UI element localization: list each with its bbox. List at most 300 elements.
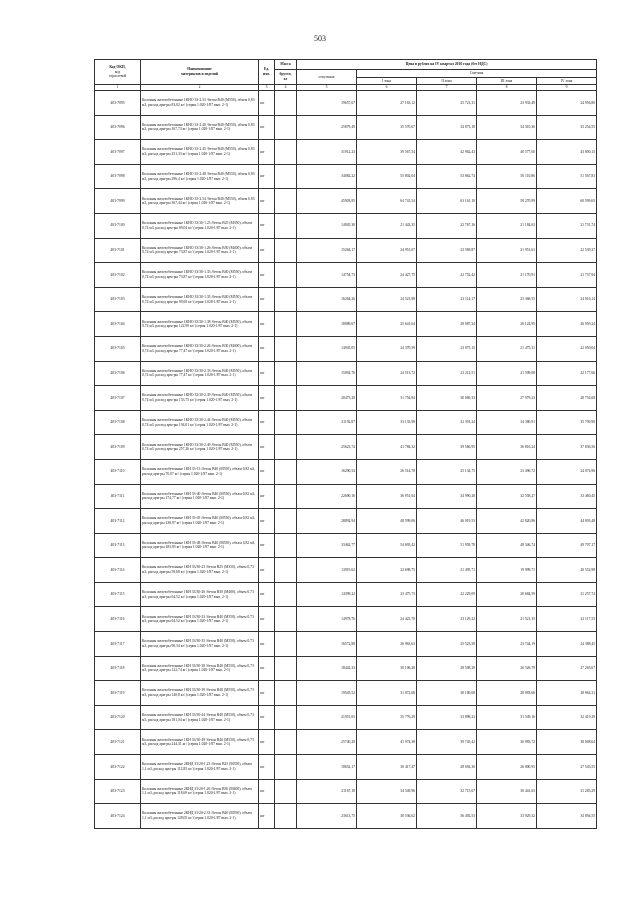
row-name: Колонны железобетонные 1КН 33/30-49 /бетон В40 (М550), объем 0,73 м3, расход арм-ры 244,31 кг/ (серия 1.020-1/87 вып. 2-1) (141, 730, 259, 755)
row-mass (275, 410, 297, 435)
row-zone1-price: 48 599,06 (357, 509, 417, 534)
row-zone3-price: 19 999,71 (477, 558, 537, 583)
row-zone3-price: 50 110,86 (477, 164, 537, 189)
row-mass (275, 164, 297, 189)
table-row (95, 484, 597, 509)
row-mass (275, 705, 297, 730)
row-release-price: 16572,88 (297, 632, 357, 657)
row-mass (275, 656, 297, 681)
table-row (95, 509, 597, 534)
row-zone4-price: 22 050,04 (537, 336, 597, 361)
row-release-price: 25623,74 (297, 435, 357, 460)
row-unit: шт (259, 336, 275, 361)
header-zone: III зона (477, 78, 537, 85)
row-zone1-price: 24 521,98 (357, 287, 417, 312)
row-mass (275, 312, 297, 337)
row-code: 403-7095 (95, 91, 141, 116)
row-zone2-price: 63 161,10 (417, 189, 477, 214)
row-mass (275, 779, 297, 804)
row-zone3-price: 21 475,31 (477, 336, 537, 361)
header-estimate: Сметная (357, 70, 597, 78)
table-row (95, 361, 597, 386)
row-release-price: 19657,67 (297, 91, 357, 116)
header-release: отпускная (297, 70, 357, 85)
row-mass (275, 435, 297, 460)
page-number: 503 (314, 34, 326, 43)
row-zone1-price: 31 754,84 (357, 386, 417, 411)
row-unit: шт (259, 238, 275, 263)
header-mass-sub: брутто, кг (275, 70, 297, 85)
row-unit: шт (259, 435, 275, 460)
row-zone1-price: 38 536,62 (357, 804, 417, 829)
row-mass (275, 533, 297, 558)
header-zone: IV зона (537, 78, 597, 85)
row-unit: шт (259, 312, 275, 337)
row-zone1-price: 24 370,59 (357, 336, 417, 361)
row-release-price: 22690,16 (297, 484, 357, 509)
row-unit: шт (259, 484, 275, 509)
row-unit: шт (259, 459, 275, 484)
row-mass (275, 263, 297, 288)
row-unit: шт (259, 533, 275, 558)
row-name: Колонны железобетонные 1КНО 33-2.45 /бетон В40 (М550), объем 0,83 м3, расход арм-ры 251,33 кг/ (серия 1.020-1/87 вып. 2-1) (141, 140, 259, 165)
row-zone1-price: 54 693,42 (357, 533, 417, 558)
row-name: Колонны железобетонные 1КН 33/30-39 /бетон В40 (М550), объем 0,73 м3, расход арм-ры 140,8 кг/ (серия 1.020-1/87 вып. 2-1) (141, 681, 259, 706)
row-zone1-price: 55 802,04 (357, 164, 417, 189)
row-zone2-price: 25 721,31 (417, 91, 477, 116)
row-code: 403-7112 (95, 509, 141, 534)
row-mass (275, 459, 297, 484)
row-zone3-price: 23 496,72 (477, 459, 537, 484)
row-unit: шт (259, 213, 275, 238)
row-code: 403-7114 (95, 558, 141, 583)
row-name: Колонны железобетонные 1КНО 33/30-2.49 /бетон В40 (М550), объем 0,74 м3, расход арм-ры 257,26 кг/ (серия 1.020-1/87 вып. 2-1) (141, 435, 259, 460)
table-row (95, 164, 597, 189)
row-unit: шт (259, 509, 275, 534)
row-name: Колонны железобетонные 1КН 33-40 /бетон В40 (М550), объем 0,82 м3, расход арм-ры 174,77 кг/ (серия 1.020-1/87 вып. 2-1) (141, 484, 259, 509)
row-name: Колонны железобетонные 1КН 33/30-35 /бетон В40 (М550), объем 0,73 м3, расход арм-ры 90,34 кг/ (серия 1.020-1/87 вып. 2-1) (141, 632, 259, 657)
row-release-price: 25740,29 (297, 730, 357, 755)
row-zone3-price: 23 368,55 (477, 287, 537, 312)
row-zone4-price: 26 959,24 (537, 312, 597, 337)
header-row (95, 60, 597, 70)
row-zone4-price: 27 265,67 (537, 656, 597, 681)
header-zone: I зона (357, 78, 417, 85)
row-name: Колонны железобетонные 1КНО 33/30-2.26 /бетон В30 (М400), объем 0,74 м3, расход арм-ры 77,47 кг/ (серия 1.020-1/87 вып. 2-1) (141, 336, 259, 361)
row-name: Колонны железобетонные 2КНД 33/20-1.26 /бетон В30 (М400), объем 1,1 м3, расход арм-ры 118,69 кг/ (серия 1.020-1/87 вып. 2-1) (141, 779, 259, 804)
row-zone2-price: 39 745,42 (417, 730, 477, 755)
row-zone1-price: 41 784,32 (357, 435, 417, 460)
row-release-price: 23613,75 (297, 804, 357, 829)
row-zone3-price: 21 521,35 (477, 607, 537, 632)
row-zone4-price: 60 599,65 (537, 189, 597, 214)
row-zone1-price: 27 163,12 (357, 91, 417, 116)
row-name: Колонны железобетонные 1КНО 33-2.48 /бетон В40 (М550), объем 0,83 м3, расход арм-ры 296,4 кг/ (серия 1.020-1/87 вып. 2-1) (141, 164, 259, 189)
row-code: 403-7116 (95, 607, 141, 632)
column-number: 4 (275, 85, 297, 91)
row-zone4-price: 51 567,83 (537, 164, 597, 189)
row-name: Колонны железобетонные 1КНО 33/30-1.35 /бетон В40 (М550), объем 0,74 м3, расход арм-ры 99,69 кг/ (серия 1.020-1/87 вып. 2-1) (141, 287, 259, 312)
row-zone2-price: 33 898,23 (417, 705, 477, 730)
row-name: Колонны железобетонные 1КН 33/30-23 /бетон В25 (М350), объем 0,73 м3, расход арм-ры 59,68 кг/ (серия 1.020-1/87 вып. 2-1) (141, 558, 259, 583)
row-name: Колонны железобетонные 1КН 33-48 /бетон В40 (М550), объем 0,82 м3, расход арм-ры 283,85 кг/ (серия 1.020-1/87 вып. 2-1) (141, 533, 259, 558)
row-zone4-price: 31 283,29 (537, 779, 597, 804)
row-zone1-price: 35 570,67 (357, 115, 417, 140)
row-release-price: 18652,17 (297, 755, 357, 780)
row-zone4-price: 20 552,98 (537, 558, 597, 583)
row-code: 403-7113 (95, 533, 141, 558)
header-name: Наименование материалов и изделий (141, 60, 259, 85)
row-code: 403-7097 (95, 140, 141, 165)
row-release-price: 14399,22 (297, 582, 357, 607)
table-row (95, 582, 597, 607)
row-zone2-price: 30 069,33 (417, 386, 477, 411)
table-row (95, 312, 597, 337)
row-zone4-price: 24 016,14 (537, 287, 597, 312)
row-zone2-price: 30 180,68 (417, 681, 477, 706)
row-zone4-price: 24 074,96 (537, 459, 597, 484)
row-release-price: 15264,17 (297, 238, 357, 263)
table-row (95, 730, 597, 755)
row-mass (275, 755, 297, 780)
row-zone3-price: 23 933,49 (477, 91, 537, 116)
row-zone1-price: 36 951,64 (357, 484, 417, 509)
row-zone1-price: 35 776,29 (357, 705, 417, 730)
row-unit: шт (259, 91, 275, 116)
row-zone2-price: 32 391,24 (417, 410, 477, 435)
row-zone2-price: 28 087,34 (417, 312, 477, 337)
row-release-price: 16264,26 (297, 287, 357, 312)
row-unit: шт (259, 558, 275, 583)
row-release-price: 14978,76 (297, 607, 357, 632)
row-zone3-price: 30 441,63 (477, 779, 537, 804)
row-name: Колонны железобетонные 1КНО 33-2.33 /бетон В40 (М550), объем 0,83 м3, расход арм-ры 83,02 кг/ (серия 1.020-1/87 вып. 2-1) (141, 91, 259, 116)
row-zone1-price: 31 872,68 (357, 681, 417, 706)
row-code: 403-7121 (95, 730, 141, 755)
row-release-price: 21192,87 (297, 410, 357, 435)
row-zone1-price: 24 427,75 (357, 263, 417, 288)
row-name: Колонны железобетонные 1КНО 33/30-2.33 /бетон В40 (М550), объем 0,74 м3, расход арм-ры 77,47 кг/ (серия 1.020-1/87 вып. 2-1) (141, 361, 259, 386)
row-zone2-price: 46 019,53 (417, 509, 477, 534)
row-release-price: 28892,94 (297, 509, 357, 534)
row-release-price: 31912,23 (297, 140, 357, 165)
row-zone1-price: 26 963,63 (357, 632, 417, 657)
row-unit: шт (259, 755, 275, 780)
table-row (95, 435, 597, 460)
row-release-price: 20473,29 (297, 386, 357, 411)
row-mass (275, 140, 297, 165)
row-zone1-price: 23 475,73 (357, 582, 417, 607)
row-name: Колонны железобетонные 1КН 33/30-38 /бетон В40 (М550), объем 0,73 м3, расход арм-ры 122,74 кг/ (серия 1.020-1/87 вып. 2-1) (141, 656, 259, 681)
row-unit: шт (259, 361, 275, 386)
row-unit: шт (259, 164, 275, 189)
row-code: 403-7104 (95, 312, 141, 337)
row-zone3-price: 28 083,66 (477, 681, 537, 706)
row-zone4-price: 34 894,55 (537, 804, 597, 829)
table-row (95, 755, 597, 780)
table-row (95, 238, 597, 263)
table-row (95, 533, 597, 558)
row-zone1-price: 41 974,38 (357, 730, 417, 755)
row-release-price: 18089,67 (297, 312, 357, 337)
header-price-title: Цена в рублях на IV квартал 2016 года (без НДС) (297, 60, 597, 70)
row-code: 403-7110 (95, 459, 141, 484)
row-release-price: 45903,95 (297, 189, 357, 214)
row-release-price: 19545,52 (297, 681, 357, 706)
row-unit: шт (259, 804, 275, 829)
table-row (95, 386, 597, 411)
row-unit: шт (259, 263, 275, 288)
row-name: Колонны железобетонные 1КН 33/30-33 /бетон В40 (М550), объем 0,73 м3, расход арм-ры 64,52 кг/ (серия 1.020-1/87 вып. 2-1) (141, 607, 259, 632)
header-code: Код ОКП, код отраслевой (95, 60, 141, 85)
table-row (95, 779, 597, 804)
row-release-price: 21951,65 (297, 705, 357, 730)
row-code: 403-7109 (95, 435, 141, 460)
row-code: 403-7098 (95, 164, 141, 189)
row-mass (275, 730, 297, 755)
row-mass (275, 509, 297, 534)
column-number: 1 (95, 85, 141, 91)
row-zone2-price: 23 569,87 (417, 238, 477, 263)
row-zone2-price: 28 692,30 (417, 755, 477, 780)
row-mass (275, 632, 297, 657)
row-zone3-price: 26 124,95 (477, 312, 537, 337)
row-code: 403-7115 (95, 582, 141, 607)
row-zone3-price: 40 577,60 (477, 140, 537, 165)
row-zone2-price: 51 959,78 (417, 533, 477, 558)
row-unit: шт (259, 582, 275, 607)
row-code: 403-7103 (95, 287, 141, 312)
row-name: Колонны железобетонные 2КНД 33/20-1.23 /бетон В25 (М350), объем 1,1 м3, расход арм-ры 112,85 кг/ (серия 1.020-1/87 вып. 2-1) (141, 755, 259, 780)
row-zone4-price: 33 460,45 (537, 484, 597, 509)
row-unit: шт (259, 115, 275, 140)
row-zone3-price: 34 310,36 (477, 115, 537, 140)
table-row (95, 263, 597, 288)
header-zone: II зона (417, 78, 477, 85)
row-zone4-price: 27 543,55 (537, 755, 597, 780)
header-mass: Масса (275, 60, 297, 70)
row-zone2-price: 39 566,95 (417, 435, 477, 460)
row-code: 403-7123 (95, 779, 141, 804)
row-zone2-price: 22 229,09 (417, 582, 477, 607)
row-mass (275, 484, 297, 509)
row-zone1-price: 22 698,75 (357, 558, 417, 583)
row-name: Колонны железобетонные 1КНО 33/30-1.23 /бетон В25 (М350), объем 0,74 м3, расход арм-ры 69,04 кг/ (серия 1.020-1/87 вып. 2-1) (141, 213, 259, 238)
row-zone2-price: 34 990,28 (417, 484, 477, 509)
row-mass (275, 238, 297, 263)
row-zone2-price: 28 508,29 (417, 656, 477, 681)
row-zone2-price: 23 075,15 (417, 336, 477, 361)
table-row (95, 140, 597, 165)
row-zone1-price: 24 951,07 (357, 238, 417, 263)
row-mass (275, 336, 297, 361)
row-release-price: 14945,05 (297, 336, 357, 361)
table-row (95, 656, 597, 681)
header-unit: Ед. изм. (259, 60, 275, 85)
row-name: Колонны железобетонные 1КН 33-45 /бетон В40 (М550), объем 0,82 м3, расход арм-ры 238,97 кг/ (серия 1.020-1/87 вып. 2-1) (141, 509, 259, 534)
row-unit: шт (259, 632, 275, 657)
row-unit: шт (259, 730, 275, 755)
row-zone1-price: 64 741,54 (357, 189, 417, 214)
row-zone3-price: 36 816,24 (477, 435, 537, 460)
row-zone3-price: 32 558,27 (477, 484, 537, 509)
row-release-price: 15092,76 (297, 361, 357, 386)
row-zone2-price: 23 212,51 (417, 361, 477, 386)
row-zone3-price: 34 380,91 (477, 410, 537, 435)
column-number: 7 (417, 85, 477, 91)
row-zone1-price: 24 423,70 (357, 607, 417, 632)
row-zone4-price: 22 117,55 (537, 607, 597, 632)
row-release-price: 14945,30 (297, 213, 357, 238)
row-zone4-price: 35 254,55 (537, 115, 597, 140)
row-mass (275, 287, 297, 312)
row-zone2-price: 23 129,22 (417, 607, 477, 632)
row-zone1-price: 24 513,72 (357, 361, 417, 386)
row-zone3-price: 26 800,95 (477, 755, 537, 780)
table-row (95, 213, 597, 238)
table-row (95, 705, 597, 730)
row-code: 403-7096 (95, 115, 141, 140)
row-zone4-price: 21 257,74 (537, 582, 597, 607)
row-zone4-price: 28 754,68 (537, 386, 597, 411)
column-number: 5 (297, 85, 357, 91)
row-name: Колонны железобетонные 1КНО 33/30-1.26 /бетон В30 (М400), объем 0,74 м3, расход арм-ры 73,87 кг/ (серия 1.020-1/87 вып. 2-1) (141, 238, 259, 263)
row-name: Колонны железобетонные 1КНО 33-2.40 /бетон В40 (М550), объем 0,83 м3, расход арм-ры 167,73 кг/ (серия 1.020-1/87 вып. 2-1) (141, 115, 259, 140)
row-zone3-price: 21 184,63 (477, 213, 537, 238)
row-zone2-price: 32 715,67 (417, 779, 477, 804)
row-release-price: 34082,22 (297, 164, 357, 189)
row-zone1-price: 39 567,54 (357, 140, 417, 165)
row-unit: шт (259, 656, 275, 681)
row-zone3-price: 20 684,59 (477, 582, 537, 607)
row-zone4-price: 22 539,37 (537, 238, 597, 263)
row-release-price: 21167,18 (297, 779, 357, 804)
row-mass (275, 558, 297, 583)
table-row (95, 287, 597, 312)
row-mass (275, 607, 297, 632)
row-code: 403-7105 (95, 336, 141, 361)
row-unit: шт (259, 189, 275, 214)
row-zone2-price: 22 752,42 (417, 263, 477, 288)
row-unit: шт (259, 140, 275, 165)
row-zone1-price: 34 549,96 (357, 779, 417, 804)
row-code: 403-7107 (95, 386, 141, 411)
row-zone4-price: 49 707,17 (537, 533, 597, 558)
table-row (95, 115, 597, 140)
row-unit: шт (259, 607, 275, 632)
table-row (95, 607, 597, 632)
row-name: Колонны железобетонные 1КНО 33/30-1.33 /бетон В40 (М550), объем 0,74 м3, расход арм-ры 73,87 кг/ (серия 1.020-1/87 вып. 2-1) (141, 263, 259, 288)
row-zone3-price: 58 270,99 (477, 189, 537, 214)
row-zone2-price: 21 495,71 (417, 558, 477, 583)
row-zone3-price: 21 599,08 (477, 361, 537, 386)
row-zone2-price: 22 767,16 (417, 213, 477, 238)
row-code: 403-7099 (95, 189, 141, 214)
table-row (95, 632, 597, 657)
row-zone1-price: 33 133,98 (357, 410, 417, 435)
row-zone3-price: 26 526,79 (477, 656, 537, 681)
row-zone2-price: 53 862,74 (417, 164, 477, 189)
row-zone3-price: 23 744,19 (477, 632, 537, 657)
row-zone2-price: 25 523,58 (417, 632, 477, 657)
row-zone4-price: 22 177,66 (537, 361, 597, 386)
row-name: Колонны железобетонные 1КН 33/30-26 /бетон В30 (М400), объем 0,73 м3, расход арм-ры 64,52 кг/ (серия 1.020-1/87 вып. 2-1) (141, 582, 259, 607)
column-number: 6 (357, 85, 417, 91)
row-zone4-price: 28 864,31 (537, 681, 597, 706)
row-zone4-price: 44 003,48 (537, 509, 597, 534)
row-unit: шт (259, 287, 275, 312)
row-zone3-price: 31 549,16 (477, 705, 537, 730)
row-release-price: 18442,33 (297, 656, 357, 681)
row-zone4-price: 24 388,45 (537, 632, 597, 657)
row-zone4-price: 43 800,15 (537, 140, 597, 165)
row-zone4-price: 24 956,80 (537, 91, 597, 116)
row-zone1-price: 21 443,35 (357, 213, 417, 238)
row-zone1-price: 30 417,47 (357, 755, 417, 780)
row-zone4-price: 38 008,64 (537, 730, 597, 755)
row-code: 403-7119 (95, 681, 141, 706)
row-unit: шт (259, 386, 275, 411)
row-mass (275, 681, 297, 706)
row-mass (275, 386, 297, 411)
row-code: 403-7101 (95, 238, 141, 263)
row-release-price: 25879,49 (297, 115, 357, 140)
row-name: Колонны железобетонные 1КНО 33-2.54 /бетон В40 (М550), объем 0,83 м3, расход арм-ры 367,44 кг/ (серия 1.020-1/87 вып. 2-1) (141, 189, 259, 214)
row-zone2-price: 23 114,17 (417, 287, 477, 312)
row-zone3-price: 21 951,61 (477, 238, 537, 263)
table-row (95, 189, 597, 214)
row-mass (275, 582, 297, 607)
row-zone3-price: 42 820,86 (477, 509, 537, 534)
price-table (94, 59, 597, 829)
row-mass (275, 804, 297, 829)
row-code: 403-7124 (95, 804, 141, 829)
row-zone3-price: 36 983,72 (477, 730, 537, 755)
row-zone2-price: 36 492,53 (417, 804, 477, 829)
row-code: 403-7118 (95, 656, 141, 681)
row-zone3-price: 33 929,32 (477, 804, 537, 829)
row-code: 403-7122 (95, 755, 141, 780)
row-unit: шт (259, 681, 275, 706)
row-name: Колонны железобетонные 1КН 33/30-44 /бетон В40 (М550), объем 0,73 м3, расход арм-ры 181,04 кг/ (серия 1.020-1/87 вып. 2-1) (141, 705, 259, 730)
row-unit: шт (259, 410, 275, 435)
row-zone3-price: 21 170,91 (477, 263, 537, 288)
row-zone4-price: 21 737,94 (537, 263, 597, 288)
column-number: 9 (537, 85, 597, 91)
row-zone2-price: 42 962,43 (417, 140, 477, 165)
row-zone4-price: 32 419,29 (537, 705, 597, 730)
row-unit: шт (259, 779, 275, 804)
row-zone1-price: 26 514,78 (357, 459, 417, 484)
row-name: Колонны железобетонные 2КНД 33/20-2.33 /бетон В40 (М550), объем 1,1 м3, расход арм-ры 128,05 кг/ (серия 1.020-1/87 вып. 2-1) (141, 804, 259, 829)
column-number: 2 (141, 85, 259, 91)
table-row (95, 681, 597, 706)
row-unit: шт (259, 705, 275, 730)
row-name: Колонны железобетонные 1КНО 33/30-1.38 /бетон В40 (М550), объем 0,74 м3, расход арм-ры 122,99 кг/ (серия 1.020-1/87 вып. 2-1) (141, 312, 259, 337)
row-name: Колонны железобетонные 1КНО 33/30-2.39 /бетон В40 (М550), объем 0,74 м3, расход арм-ры 153,75 кг/ (серия 1.020-1/87 вып. 2-1) (141, 386, 259, 411)
row-zone4-price: 21 731,74 (537, 213, 597, 238)
row-zone1-price: 25 641,64 (357, 312, 417, 337)
row-mass (275, 361, 297, 386)
table-row (95, 558, 597, 583)
row-release-price: 16290,54 (297, 459, 357, 484)
row-code: 403-7102 (95, 263, 141, 288)
row-mass (275, 115, 297, 140)
table-row (95, 91, 597, 116)
row-name: Колонны железобетонные 1КН 33-13 /бетон В40 (М550), объем 0,82 м3, расход арм-ры 70,07 кг/ (серия 1.020-1/87 вып. 2-1) (141, 459, 259, 484)
table-row (95, 336, 597, 361)
column-number: 8 (477, 85, 537, 91)
